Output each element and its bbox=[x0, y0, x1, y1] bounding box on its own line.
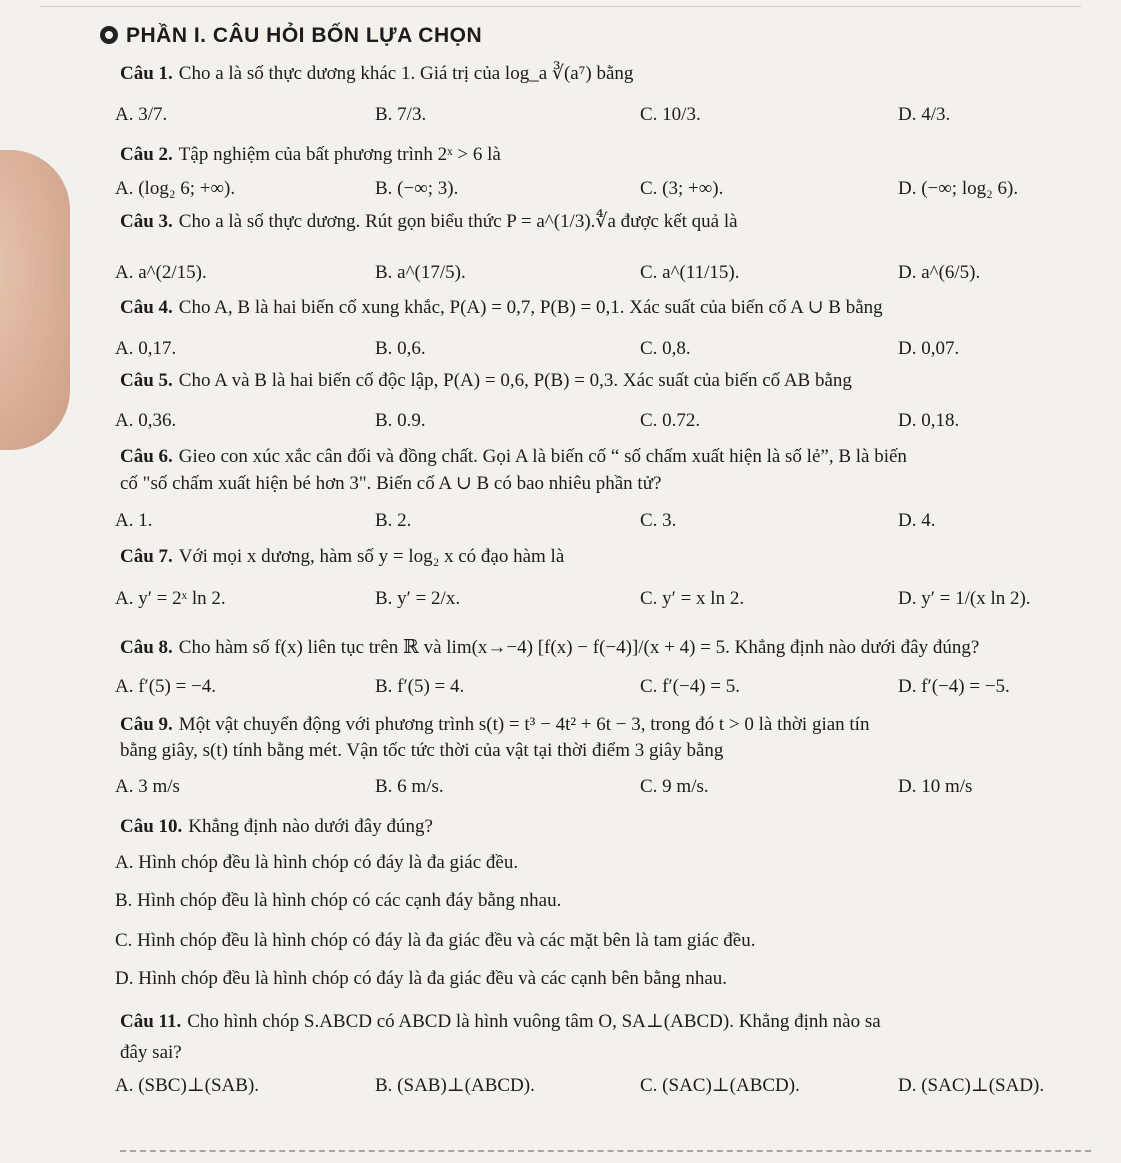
question-number: Câu 3. bbox=[120, 211, 173, 232]
option-b: B. 6 m/s. bbox=[375, 776, 444, 797]
option-c: C. 0.72. bbox=[640, 410, 701, 431]
option-a: A. Hình chóp đều là hình chóp có đáy là đa giác đều. bbox=[115, 852, 519, 873]
option-d: D. 0,18. bbox=[898, 410, 960, 431]
option-a: A. y′ = 2ˣ ln 2. bbox=[115, 588, 226, 609]
question-number: Câu 5. bbox=[120, 370, 173, 391]
question-text: Gieo con xúc xắc cân đối và đồng chất. Gọi A là biến cố “ số chấm xuất hiện là số lẻ”, B là biến bbox=[178, 446, 907, 467]
option-a: A. 3 m/s bbox=[115, 776, 180, 797]
option-c: C. f′(−4) = 5. bbox=[640, 676, 740, 697]
question-4 bbox=[120, 296, 883, 319]
option-b: B. 0.9. bbox=[375, 410, 426, 431]
question-7 bbox=[120, 546, 564, 568]
question-text: Khẳng định nào dưới đây đúng? bbox=[188, 816, 433, 837]
option-a: A. (log₂ 6; +∞). bbox=[115, 178, 236, 199]
option-d: D. 10 m/s bbox=[898, 776, 973, 797]
question-text: Cho hàm số f(x) liên tục trên ℝ và lim(x→−4) [f(x) − f(−4)]/(x + 4) = 5. Khẳng định nào dưới đây đúng? bbox=[178, 637, 980, 658]
question-6 bbox=[120, 446, 907, 468]
option-a: A. f′(5) = −4. bbox=[115, 676, 217, 697]
option-a: A. 0,17. bbox=[115, 338, 177, 359]
bottom-dotted-line bbox=[120, 1150, 1091, 1152]
question-text: Tập nghiệm của bất phương trình 2ˣ > 6 là bbox=[178, 144, 501, 165]
question-text: Cho a là số thực dương. Rút gọn biểu thức P = a^(1/3).∜a được kết quả là bbox=[178, 211, 738, 232]
option-d: D. f′(−4) = −5. bbox=[898, 676, 1010, 697]
option-b: B. 2. bbox=[375, 510, 412, 531]
option-b: B. f′(5) = 4. bbox=[375, 676, 465, 697]
question-2 bbox=[120, 144, 501, 166]
option-b: B. Hình chóp đều là hình chóp có các cạnh đáy bằng nhau. bbox=[115, 890, 562, 911]
question-text: Cho a là số thực dương khác 1. Giá trị của log_a ∛(a⁷) bằng bbox=[178, 63, 634, 84]
option-c: C. 9 m/s. bbox=[640, 776, 709, 797]
option-d: D. a^(6/5). bbox=[898, 262, 981, 283]
option-c: C. (3; +∞). bbox=[640, 178, 724, 199]
option-b: B. (SAB)⊥(ABCD). bbox=[375, 1075, 535, 1096]
section-heading: PHẦN I. CÂU HỎI BỐN LỰA CHỌN bbox=[126, 24, 483, 47]
question-11-continued: đây sai? bbox=[120, 1042, 182, 1063]
top-divider bbox=[40, 6, 1081, 7]
option-b: B. a^(17/5). bbox=[375, 262, 466, 283]
question-number: Câu 1. bbox=[120, 63, 173, 84]
option-a: A. 3/7. bbox=[115, 104, 168, 125]
option-a: A. 0,36. bbox=[115, 410, 177, 431]
option-d: D. 4/3. bbox=[898, 104, 951, 125]
option-a: A. a^(2/15). bbox=[115, 262, 207, 283]
option-a: A. (SBC)⊥(SAB). bbox=[115, 1075, 260, 1096]
option-d: D. (−∞; log₂ 6). bbox=[898, 178, 1019, 199]
question-6-continued: cố "số chấm xuất hiện bé hơn 3". Biến cố A ∪ B có bao nhiêu phần tử? bbox=[120, 473, 662, 494]
option-c: C. a^(11/15). bbox=[640, 262, 740, 283]
option-d: D. y′ = 1/(x ln 2). bbox=[898, 588, 1031, 609]
bullet-icon bbox=[100, 26, 118, 44]
question-number: Câu 6. bbox=[120, 446, 173, 467]
question-10 bbox=[120, 816, 433, 838]
option-b: B. 7/3. bbox=[375, 104, 427, 125]
question-number: Câu 4. bbox=[120, 297, 173, 318]
option-b: B. 0,6. bbox=[375, 338, 426, 359]
question-number: Câu 7. bbox=[120, 546, 173, 567]
question-text: Cho A, B là hai biến cố xung khắc, P(A) = 0,7, P(B) = 0,1. Xác suất của biến cố A ∪ B bằng bbox=[178, 297, 883, 318]
question-5 bbox=[120, 370, 852, 392]
option-c: C. (SAC)⊥(ABCD). bbox=[640, 1075, 800, 1096]
question-8 bbox=[120, 636, 979, 659]
question-text: Một vật chuyển động với phương trình s(t) = t³ − 4t² + 6t − 3, trong đó t > 0 là thời gian tín bbox=[178, 714, 870, 735]
question-1 bbox=[120, 62, 633, 85]
question-number: Câu 8. bbox=[120, 637, 173, 658]
option-c: C. 10/3. bbox=[640, 104, 701, 125]
question-text: Với mọi x dương, hàm số y = log₂ x có đạo hàm là bbox=[178, 546, 565, 567]
option-d: D. 0,07. bbox=[898, 338, 960, 359]
option-d: D. Hình chóp đều là hình chóp có đáy là đa giác đều và các cạnh bên bằng nhau. bbox=[115, 968, 727, 989]
question-number: Câu 2. bbox=[120, 144, 173, 165]
question-text: Cho hình chóp S.ABCD có ABCD là hình vuông tâm O, SA⊥(ABCD). Khẳng định nào sa bbox=[187, 1011, 881, 1032]
question-number: Câu 11. bbox=[120, 1011, 182, 1032]
finger-shadow bbox=[0, 150, 70, 450]
option-b: B. y′ = 2/x. bbox=[375, 588, 461, 609]
question-text: Cho A và B là hai biến cố độc lập, P(A) = 0,6, P(B) = 0,3. Xác suất của biến cố AB bằng bbox=[178, 370, 852, 391]
option-c: C. y′ = x ln 2. bbox=[640, 588, 745, 609]
option-c: C. Hình chóp đều là hình chóp có đáy là đa giác đều và các mặt bên là tam giác đều. bbox=[115, 930, 756, 951]
question-3 bbox=[120, 210, 738, 233]
option-c: C. 0,8. bbox=[640, 338, 691, 359]
question-11 bbox=[120, 1010, 881, 1033]
question-9 bbox=[120, 714, 869, 736]
option-d: D. (SAC)⊥(SAD). bbox=[898, 1075, 1045, 1096]
option-d: D. 4. bbox=[898, 510, 936, 531]
option-a: A. 1. bbox=[115, 510, 153, 531]
option-c: C. 3. bbox=[640, 510, 677, 531]
question-9-continued: bằng giây, s(t) tính bằng mét. Vận tốc tức thời của vật tại thời điểm 3 giây bằng bbox=[120, 740, 724, 761]
question-number: Câu 10. bbox=[120, 816, 183, 837]
option-b: B. (−∞; 3). bbox=[375, 178, 459, 199]
question-number: Câu 9. bbox=[120, 714, 173, 735]
